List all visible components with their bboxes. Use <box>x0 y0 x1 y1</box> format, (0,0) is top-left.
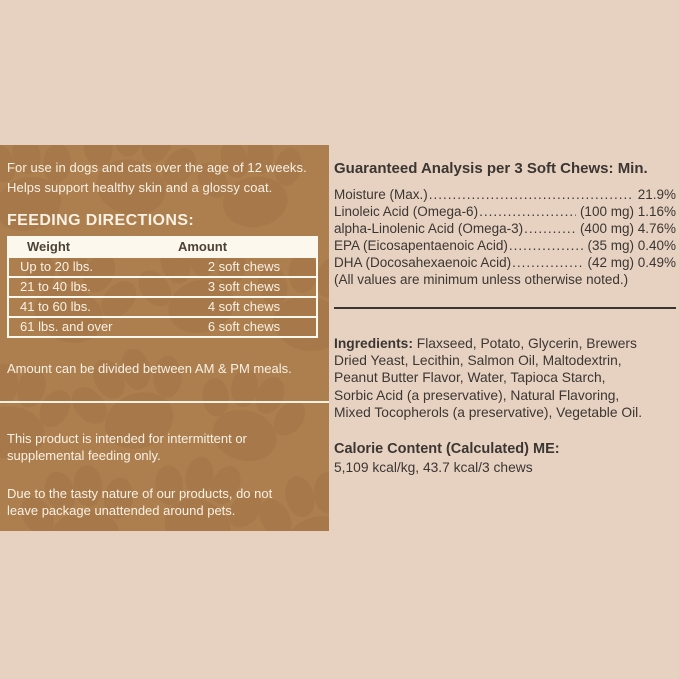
analysis-value: (400 mg) 4.76% <box>579 221 676 236</box>
panel-divider-line <box>0 401 329 403</box>
ingredients-section <box>334 335 676 421</box>
analysis-row-epa <box>334 237 676 254</box>
table-row <box>8 277 317 297</box>
table-header-row <box>8 237 317 257</box>
ingredients-line: Peanut Butter Flavor, Water, Tapioca Starch, <box>334 370 606 386</box>
ingredients-line: Mixed Tocopherols (a preservative), Vegetable Oil. <box>334 404 643 420</box>
table-row <box>8 257 317 277</box>
guaranteed-analysis-heading: Guaranteed Analysis per 3 Soft Chews: Min. <box>334 160 648 177</box>
paragraph-line: leave package unattended around pets. <box>7 502 236 518</box>
amount-cell: 6 soft chews <box>207 319 281 334</box>
amount-cell: 3 soft chews <box>207 279 281 294</box>
analysis-panel <box>334 161 676 476</box>
calorie-content-value: 5,109 kcal/kg, 43.7 kcal/3 chews <box>334 460 533 476</box>
dot-leader <box>524 220 576 237</box>
analysis-name: Moisture (Max.) <box>334 187 428 202</box>
intro-line-1: For use in dogs and cats over the age of 12 weeks. <box>7 160 307 175</box>
paragraph-line: supplemental feeding only. <box>7 447 161 463</box>
analysis-name: Linoleic Acid (Omega-6) <box>334 204 479 219</box>
intro-line-2: Helps support healthy skin and a glossy coat. <box>7 180 273 195</box>
weight-cell: 21 to 40 lbs. <box>20 279 91 294</box>
feeding-panel <box>0 145 329 531</box>
am-pm-note: Amount can be divided between AM & PM meals. <box>7 361 292 376</box>
dot-leader <box>429 186 634 203</box>
ingredients-label: Ingredients: <box>334 336 413 351</box>
weight-column-header: Weight <box>8 237 178 257</box>
feeding-panel-content <box>0 145 329 519</box>
paragraph-line: This product is intended for intermittent or <box>7 431 247 446</box>
table-row <box>8 317 317 337</box>
analysis-name: DHA (Docosahexaenoic Acid) <box>334 255 512 270</box>
dot-leader <box>512 254 583 271</box>
analysis-name: alpha-Linolenic Acid (Omega-3) <box>334 221 524 236</box>
weight-cell: Up to 20 lbs. <box>20 259 93 274</box>
feeding-directions-heading: FEEDING DIRECTIONS: <box>7 212 195 229</box>
amount-cell: 4 soft chews <box>207 299 281 314</box>
weight-cell: 41 to 60 lbs. <box>20 299 91 314</box>
analysis-value: (35 mg) 0.40% <box>587 238 676 253</box>
analysis-value: (42 mg) 0.49% <box>587 255 676 270</box>
analysis-row-dha <box>334 254 676 271</box>
ingredients-line: Dried Yeast, Lecithin, Salmon Oil, Maltodextrin, <box>334 353 622 369</box>
analysis-row-alpha-linolenic <box>334 220 676 237</box>
ingredients-line: Sorbic Acid (a preservative), Natural Flavoring, <box>334 387 620 403</box>
analysis-value: 21.9% <box>637 187 676 202</box>
calorie-content-heading: Calorie Content (Calculated) ME: <box>334 441 560 458</box>
analysis-divider-line <box>334 307 676 309</box>
ingredients-text: Flaxseed, Potato, Glycerin, Brewers <box>412 336 637 351</box>
intro-text <box>7 158 322 198</box>
paragraph-line: Due to the tasty nature of our products, do not <box>7 486 273 501</box>
ingredients-line <box>334 335 676 352</box>
table-row <box>8 297 317 317</box>
feeding-directions-table <box>7 236 318 338</box>
dot-leader <box>509 237 584 254</box>
tasty-warning-paragraph <box>7 486 322 519</box>
amount-cell: 2 soft chews <box>207 259 281 274</box>
dot-leader <box>479 203 576 220</box>
weight-cell: 61 lbs. and over <box>20 319 113 334</box>
analysis-name: EPA (Eicosapentaenoic Acid) <box>334 238 508 253</box>
minimum-values-note: (All values are minimum unless otherwise noted.) <box>334 272 629 287</box>
analysis-row-moisture <box>334 186 676 203</box>
analysis-value: (100 mg) 1.16% <box>579 204 676 219</box>
amount-column-header: Amount <box>178 237 317 257</box>
analysis-row-linoleic <box>334 203 676 220</box>
guaranteed-analysis-rows <box>334 186 676 288</box>
intermittent-feeding-paragraph <box>7 431 322 464</box>
